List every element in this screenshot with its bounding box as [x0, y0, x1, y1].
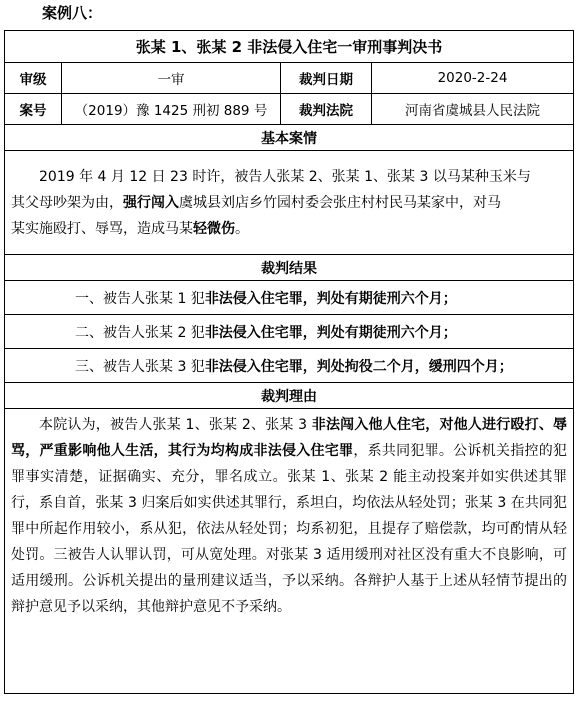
trial-level-label: 审级 — [5, 63, 62, 93]
result-line-2: 二、被告人张某 2 犯 非法侵入住宅罪，判处有期徒刑六个月； — [5, 315, 573, 349]
result-line-1: 一、被告人张某 1 犯 非法侵入住宅罪，判处有期徒刑六个月； — [5, 281, 573, 315]
basic-line-1: 2019 年 4 月 12 日 23 时许，被告人张某 2、张某 1、张某 3 以马某种玉米与 — [39, 169, 531, 185]
trial-level-value: 一审 — [62, 63, 281, 93]
basic-facts-body — [5, 151, 573, 255]
document-title: 张某 1、张某 2 非法侵入住宅一审刑事判决书 — [5, 31, 573, 63]
basic-line-2: 其父母吵架为由，强行闯入虞城县刘店乡竹园村委会张庄村村民马某家中，对马 — [11, 195, 501, 211]
case-number-label: 案号 — [5, 94, 62, 124]
reasoning-body: 本院认为，被告人张某 1、张某 2、张某 3 非法闯入他人住宅，对他人进行殴打、辱骂，严重影响他人生活，其行为均构成非法侵入住宅罪，系共同犯罪。公诉机关指控的犯罪事实清楚，证据确实、充分，罪名成立。张某 1、张某 2 能主动投案并如实供述其罪行，系自首，张某 3 归案后如实供述其罪行，系坦白，均依法从轻处罚；张某 3 在共同犯罪中所起作用较小，系从犯，依法从轻处罚；均系初犯，且提存了赔偿款，均可酌情从轻处罚。三被告人认罪认罚，可从宽处理。对张某 3 适用缓刑对社区没有重大不良影响，可适用缓刑。公诉机关提出的量刑建议适当，予以采纳。各辩护人基于上述从轻情节提出的辩护意见予以采纳，其他辩护意见不予采纳。 — [11, 417, 568, 615]
court-label: 裁判法院 — [281, 94, 372, 124]
basic-line-3: 某实施殴打、辱骂，造成马某轻微伤。 — [11, 221, 249, 237]
meta-row-2 — [5, 94, 573, 125]
judgment-table — [4, 30, 574, 694]
basic-facts-heading: 基本案情 — [5, 125, 573, 151]
result-line-3: 三、被告人张某 3 犯 非法侵入住宅罪，判处拘役二个月，缓刑四个月； — [5, 349, 573, 383]
judgment-date-label: 裁判日期 — [281, 63, 372, 93]
judgment-date-value: 2020-2-24 — [437, 70, 508, 86]
result-heading: 裁判结果 — [5, 255, 573, 281]
meta-row-1 — [5, 63, 573, 94]
court-value: 河南省虞城县人民法院 — [405, 103, 540, 119]
case-label: 案例八： — [42, 4, 103, 22]
case-number-value: （2019）豫 1425 刑初 889 号 — [62, 94, 281, 124]
reasoning-heading: 裁判理由 — [5, 383, 573, 409]
